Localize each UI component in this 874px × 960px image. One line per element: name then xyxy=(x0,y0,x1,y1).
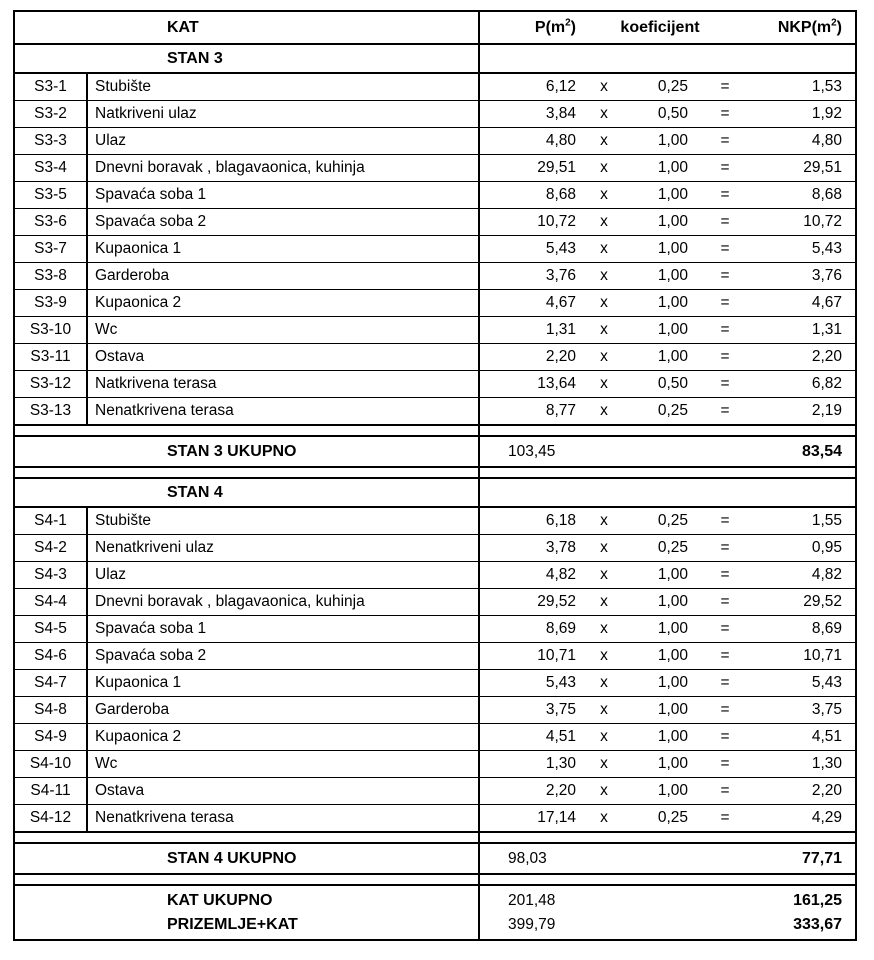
row-times-symbol: x xyxy=(589,371,619,398)
row-coefficient-cell: 1,00 xyxy=(619,562,701,589)
row-id-cell: S3-4 xyxy=(14,155,87,182)
row-id-cell: S4-12 xyxy=(14,805,87,833)
row-coefficient-cell: 0,25 xyxy=(619,398,701,426)
row-equals-symbol: = xyxy=(701,128,749,155)
row-nkp-cell: 1,31 xyxy=(749,317,856,344)
total-id-cell xyxy=(14,436,87,467)
section-title-label: STAN 3 xyxy=(87,44,479,73)
grand-total-row xyxy=(14,910,856,940)
row-times-symbol: x xyxy=(589,209,619,236)
row-id-cell: S4-2 xyxy=(14,535,87,562)
row-equals-symbol: = xyxy=(701,182,749,209)
row-nkp-cell: 2,20 xyxy=(749,344,856,371)
row-times-symbol: x xyxy=(589,562,619,589)
table-row xyxy=(14,371,856,398)
row-area-cell: 6,18 xyxy=(479,507,589,535)
row-times-symbol: x xyxy=(589,507,619,535)
row-description-cell: Natkrivena terasa xyxy=(87,371,479,398)
row-id-cell: S4-10 xyxy=(14,751,87,778)
table-row xyxy=(14,290,856,317)
table-row xyxy=(14,101,856,128)
header-nkp-label: $NKP(m^2)$ xyxy=(749,11,856,44)
row-area-cell: 3,78 xyxy=(479,535,589,562)
row-coefficient-cell: 1,00 xyxy=(619,670,701,697)
row-nkp-cell: 2,19 xyxy=(749,398,856,426)
row-description-cell: Dnevni boravak , blagavaonica, kuhinja xyxy=(87,589,479,616)
row-id-cell: S4-11 xyxy=(14,778,87,805)
section-title-p-cell xyxy=(479,478,589,507)
row-id-cell: S3-6 xyxy=(14,209,87,236)
row-id-cell: S3-8 xyxy=(14,263,87,290)
row-times-symbol: x xyxy=(589,697,619,724)
row-id-cell: S3-5 xyxy=(14,182,87,209)
header-times-spacer xyxy=(589,11,619,44)
table-row xyxy=(14,236,856,263)
table-row xyxy=(14,724,856,751)
row-equals-symbol: = xyxy=(701,724,749,751)
row-description-cell: Spavaća soba 2 xyxy=(87,643,479,670)
row-coefficient-cell: 1,00 xyxy=(619,317,701,344)
row-equals-symbol: = xyxy=(701,155,749,182)
table-row xyxy=(14,128,856,155)
row-equals-symbol: = xyxy=(701,371,749,398)
row-equals-symbol: = xyxy=(701,317,749,344)
row-nkp-cell: 8,69 xyxy=(749,616,856,643)
total-nkp-value: 161,25 xyxy=(749,885,856,916)
section-spacer-row xyxy=(14,467,856,478)
row-area-cell: 29,51 xyxy=(479,155,589,182)
row-coefficient-cell: 1,00 xyxy=(619,209,701,236)
row-area-cell: 4,80 xyxy=(479,128,589,155)
section-spacer-row xyxy=(14,425,856,436)
row-equals-symbol: = xyxy=(701,73,749,101)
total-area-value: 399,79 xyxy=(479,910,589,940)
row-id-cell: S4-5 xyxy=(14,616,87,643)
header-id-cell xyxy=(14,11,87,44)
total-area-value: 201,48 xyxy=(479,885,589,916)
row-coefficient-cell: 1,00 xyxy=(619,697,701,724)
row-equals-symbol: = xyxy=(701,507,749,535)
row-area-cell: 17,14 xyxy=(479,805,589,833)
row-times-symbol: x xyxy=(589,616,619,643)
row-nkp-cell: 3,75 xyxy=(749,697,856,724)
row-description-cell: Kupaonica 2 xyxy=(87,724,479,751)
row-coefficient-cell: 1,00 xyxy=(619,182,701,209)
table-row xyxy=(14,209,856,236)
row-id-cell: S3-9 xyxy=(14,290,87,317)
row-area-cell: 13,64 xyxy=(479,371,589,398)
row-area-cell: 5,43 xyxy=(479,670,589,697)
row-coefficient-cell: 1,00 xyxy=(619,290,701,317)
row-area-cell: 2,20 xyxy=(479,778,589,805)
row-coefficient-cell: 0,25 xyxy=(619,507,701,535)
row-equals-symbol: = xyxy=(701,209,749,236)
table-row xyxy=(14,535,856,562)
row-description-cell: Nenatkrivena terasa xyxy=(87,398,479,426)
section-title-label: STAN 4 xyxy=(87,478,479,507)
row-coefficient-cell: 0,25 xyxy=(619,73,701,101)
row-description-cell: Ulaz xyxy=(87,562,479,589)
row-nkp-cell: 8,68 xyxy=(749,182,856,209)
row-equals-symbol: = xyxy=(701,344,749,371)
row-times-symbol: x xyxy=(589,778,619,805)
row-area-cell: 8,77 xyxy=(479,398,589,426)
row-area-cell: 5,43 xyxy=(479,236,589,263)
row-equals-symbol: = xyxy=(701,643,749,670)
row-id-cell: S3-11 xyxy=(14,344,87,371)
row-description-cell: Wc xyxy=(87,317,479,344)
row-times-symbol: x xyxy=(589,182,619,209)
row-area-cell: 3,76 xyxy=(479,263,589,290)
row-equals-symbol: = xyxy=(701,562,749,589)
row-id-cell: S3-10 xyxy=(14,317,87,344)
row-description-cell: Dnevni boravak , blagavaonica, kuhinja xyxy=(87,155,479,182)
table-row xyxy=(14,697,856,724)
total-label: STAN 3 UKUPNO xyxy=(87,436,479,467)
section-title-row xyxy=(14,44,856,73)
table-row xyxy=(14,155,856,182)
row-nkp-cell: 5,43 xyxy=(749,670,856,697)
row-area-cell: 1,31 xyxy=(479,317,589,344)
row-times-symbol: x xyxy=(589,128,619,155)
row-times-symbol: x xyxy=(589,317,619,344)
row-times-symbol: x xyxy=(589,751,619,778)
section-total-row xyxy=(14,843,856,874)
row-times-symbol: x xyxy=(589,101,619,128)
row-id-cell: S4-6 xyxy=(14,643,87,670)
row-equals-symbol: = xyxy=(701,290,749,317)
row-nkp-cell: 1,92 xyxy=(749,101,856,128)
row-coefficient-cell: 0,50 xyxy=(619,371,701,398)
row-times-symbol: x xyxy=(589,263,619,290)
row-nkp-cell: 10,71 xyxy=(749,643,856,670)
row-id-cell: S4-9 xyxy=(14,724,87,751)
row-equals-symbol: = xyxy=(701,805,749,833)
row-times-symbol: x xyxy=(589,643,619,670)
total-nkp-value: 333,67 xyxy=(749,910,856,940)
row-id-cell: S3-12 xyxy=(14,371,87,398)
table-row xyxy=(14,805,856,833)
row-description-cell: Spavaća soba 1 xyxy=(87,182,479,209)
row-equals-symbol: = xyxy=(701,535,749,562)
table-row xyxy=(14,778,856,805)
row-description-cell: Nenatkrivena terasa xyxy=(87,805,479,833)
row-coefficient-cell: 1,00 xyxy=(619,589,701,616)
table-row xyxy=(14,589,856,616)
row-area-cell: 4,67 xyxy=(479,290,589,317)
row-nkp-cell: 10,72 xyxy=(749,209,856,236)
row-nkp-cell: 3,76 xyxy=(749,263,856,290)
total-area-value: 103,45 xyxy=(479,436,589,467)
row-id-cell: S3-13 xyxy=(14,398,87,426)
row-area-cell: 4,82 xyxy=(479,562,589,589)
row-id-cell: S3-3 xyxy=(14,128,87,155)
table-row xyxy=(14,616,856,643)
grand-total-table xyxy=(13,910,857,941)
row-description-cell: Stubište xyxy=(87,507,479,535)
row-times-symbol: x xyxy=(589,805,619,833)
row-times-symbol: x xyxy=(589,724,619,751)
table-row xyxy=(14,263,856,290)
total-label: PRIZEMLJE+KAT xyxy=(87,910,479,940)
row-area-cell: 8,68 xyxy=(479,182,589,209)
total-nkp-value: 77,71 xyxy=(749,843,856,874)
table-row xyxy=(14,398,856,426)
row-coefficient-cell: 1,00 xyxy=(619,236,701,263)
table-row xyxy=(14,182,856,209)
row-nkp-cell: 5,43 xyxy=(749,236,856,263)
row-times-symbol: x xyxy=(589,398,619,426)
row-area-cell: 3,75 xyxy=(479,697,589,724)
row-nkp-cell: 4,80 xyxy=(749,128,856,155)
header-equals-spacer xyxy=(701,11,749,44)
row-nkp-cell: 1,55 xyxy=(749,507,856,535)
row-coefficient-cell: 1,00 xyxy=(619,643,701,670)
row-id-cell: S4-8 xyxy=(14,697,87,724)
row-description-cell: Kupaonica 2 xyxy=(87,290,479,317)
row-description-cell: Garderoba xyxy=(87,263,479,290)
row-description-cell: Garderoba xyxy=(87,697,479,724)
row-description-cell: Stubište xyxy=(87,73,479,101)
row-equals-symbol: = xyxy=(701,263,749,290)
row-area-cell: 6,12 xyxy=(479,73,589,101)
row-nkp-cell: 1,30 xyxy=(749,751,856,778)
row-description-cell: Spavaća soba 1 xyxy=(87,616,479,643)
table-header-row xyxy=(14,11,856,44)
row-coefficient-cell: 0,50 xyxy=(619,101,701,128)
row-equals-symbol: = xyxy=(701,589,749,616)
row-id-cell: S3-1 xyxy=(14,73,87,101)
row-nkp-cell: 4,82 xyxy=(749,562,856,589)
header-koeficijent-label: koeficijent xyxy=(619,11,701,44)
row-description-cell: Ulaz xyxy=(87,128,479,155)
row-description-cell: Natkriveni ulaz xyxy=(87,101,479,128)
row-equals-symbol: = xyxy=(701,616,749,643)
row-times-symbol: x xyxy=(589,73,619,101)
row-times-symbol: x xyxy=(589,155,619,182)
total-label: STAN 4 UKUPNO xyxy=(87,843,479,874)
row-nkp-cell: 4,51 xyxy=(749,724,856,751)
table-row xyxy=(14,73,856,101)
row-equals-symbol: = xyxy=(701,751,749,778)
row-description-cell: Spavaća soba 2 xyxy=(87,209,479,236)
row-id-cell: S4-7 xyxy=(14,670,87,697)
row-description-cell: Kupaonica 1 xyxy=(87,236,479,263)
table-row xyxy=(14,643,856,670)
section-title-row xyxy=(14,478,856,507)
total-label: KAT UKUPNO xyxy=(87,885,479,916)
section-title-id-cell xyxy=(14,478,87,507)
row-coefficient-cell: 1,00 xyxy=(619,128,701,155)
row-times-symbol: x xyxy=(589,290,619,317)
row-nkp-cell: 6,82 xyxy=(749,371,856,398)
row-description-cell: Ostava xyxy=(87,344,479,371)
row-times-symbol: x xyxy=(589,670,619,697)
row-area-cell: 8,69 xyxy=(479,616,589,643)
row-area-cell: 10,72 xyxy=(479,209,589,236)
table-row xyxy=(14,317,856,344)
table-row xyxy=(14,751,856,778)
header-section-label: KAT xyxy=(87,11,479,44)
row-times-symbol: x xyxy=(589,589,619,616)
row-coefficient-cell: 1,00 xyxy=(619,155,701,182)
row-nkp-cell: 29,51 xyxy=(749,155,856,182)
total-nkp-value: 83,54 xyxy=(749,436,856,467)
row-nkp-cell: 2,20 xyxy=(749,778,856,805)
row-equals-symbol: = xyxy=(701,670,749,697)
row-area-cell: 29,52 xyxy=(479,589,589,616)
row-coefficient-cell: 1,00 xyxy=(619,724,701,751)
row-equals-symbol: = xyxy=(701,236,749,263)
row-nkp-cell: 4,67 xyxy=(749,290,856,317)
row-coefficient-cell: 1,00 xyxy=(619,751,701,778)
row-id-cell: S4-3 xyxy=(14,562,87,589)
row-equals-symbol: = xyxy=(701,101,749,128)
row-coefficient-cell: 1,00 xyxy=(619,616,701,643)
row-area-cell: 4,51 xyxy=(479,724,589,751)
row-description-cell: Ostava xyxy=(87,778,479,805)
section-total-row xyxy=(14,436,856,467)
total-id-cell xyxy=(14,910,87,940)
row-description-cell: Wc xyxy=(87,751,479,778)
row-equals-symbol: = xyxy=(701,778,749,805)
header-p-label: $P(m^2)$ xyxy=(479,11,589,44)
row-area-cell: 2,20 xyxy=(479,344,589,371)
row-id-cell: S4-4 xyxy=(14,589,87,616)
row-coefficient-cell: 1,00 xyxy=(619,344,701,371)
total-id-cell xyxy=(14,843,87,874)
row-id-cell: S4-1 xyxy=(14,507,87,535)
section-spacer-row xyxy=(14,874,856,885)
section-title-p-cell xyxy=(479,44,589,73)
row-nkp-cell: 29,52 xyxy=(749,589,856,616)
row-nkp-cell: 1,53 xyxy=(749,73,856,101)
row-coefficient-cell: 0,25 xyxy=(619,535,701,562)
row-nkp-cell: 4,29 xyxy=(749,805,856,833)
table-row xyxy=(14,670,856,697)
row-nkp-cell: 0,95 xyxy=(749,535,856,562)
row-id-cell: S3-2 xyxy=(14,101,87,128)
row-times-symbol: x xyxy=(589,236,619,263)
row-coefficient-cell: 0,25 xyxy=(619,805,701,833)
row-area-cell: 10,71 xyxy=(479,643,589,670)
section-title-id-cell xyxy=(14,44,87,73)
total-area-value: 98,03 xyxy=(479,843,589,874)
row-times-symbol: x xyxy=(589,535,619,562)
row-area-cell: 3,84 xyxy=(479,101,589,128)
row-coefficient-cell: 1,00 xyxy=(619,263,701,290)
row-area-cell: 1,30 xyxy=(479,751,589,778)
row-equals-symbol: = xyxy=(701,398,749,426)
row-coefficient-cell: 1,00 xyxy=(619,778,701,805)
row-description-cell: Nenatkriveni ulaz xyxy=(87,535,479,562)
row-id-cell: S3-7 xyxy=(14,236,87,263)
row-times-symbol: x xyxy=(589,344,619,371)
kat-area-table xyxy=(13,10,857,917)
section-spacer-row xyxy=(14,832,856,843)
row-description-cell: Kupaonica 1 xyxy=(87,670,479,697)
table-row xyxy=(14,507,856,535)
row-equals-symbol: = xyxy=(701,697,749,724)
table-row xyxy=(14,344,856,371)
table-row xyxy=(14,562,856,589)
